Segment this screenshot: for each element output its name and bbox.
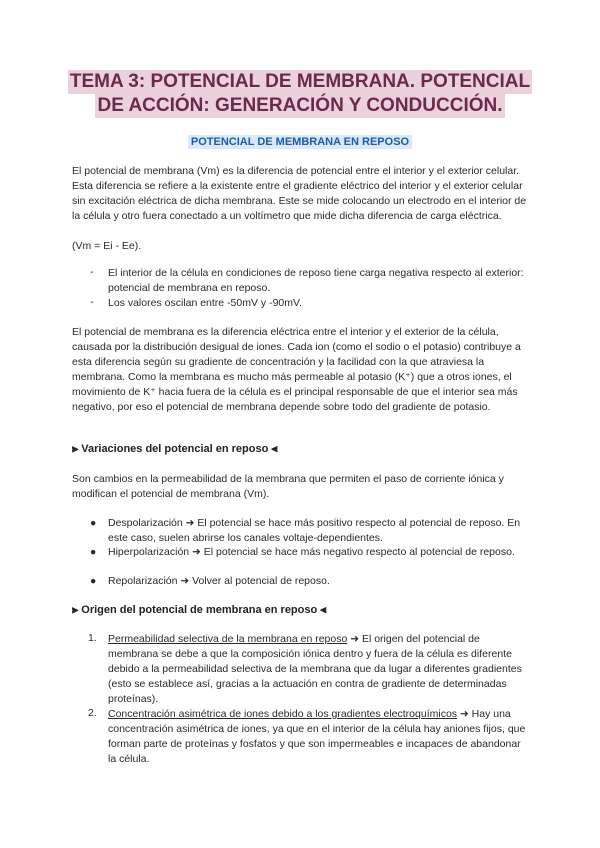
dash-item: Los valores oscilan entre -50mV y -90mV. [108, 297, 302, 309]
heading-origen: ⫸ Origen del potencial de membrana en reposo ⫷ [72, 604, 327, 616]
numbered-item-text: ➜ El origen del potencial de membrana se debe a que la composición iónica dentro y fuera de la célula es diferente debido a la permeabilidad selectiva de la membrana que da lugar a diferentes gradientes (esto se establece así, gracias a la actuación en contra de gradiente de determinadas proteínas). [108, 633, 522, 705]
dash-item: El interior de la célula en condiciones de reposo tiene carga negativa respecto al exterior: potencial de membrana en reposo. [108, 267, 524, 294]
numbered-item-text: ➜ Hay una concentración asimétrica de iones, ya que en el interior de la célula hay aniones fijos, que forman parte de proteínas y fosfatos y que son impermeables e incapaces de abandonar la célula. [108, 708, 526, 765]
section-subtitle-text: POTENCIAL DE MEMBRANA EN REPOSO [188, 135, 412, 149]
title-line-1: TEMA 3: POTENCIAL DE MEMBRANA. POTENCIAL [69, 71, 531, 92]
bullet-item: Hiperpolarización ➜ El potencial se hace más negativo respecto al potencial de reposo. [108, 546, 515, 558]
bullet-dot: ● [90, 546, 97, 558]
formula-text: (Vm = Ei - Ee). [72, 240, 142, 252]
title-line-2: DE ACCIÓN: GENERACIÓN Y CONDUCCIÓN. [97, 95, 503, 116]
numbered-item [108, 707, 528, 767]
numbered-item [108, 632, 528, 707]
numbered-item-term: Permeabilidad selectiva de la membrana en reposo [108, 633, 348, 645]
numbered-item-term: Concentración asimétrica de iones debido a los gradientes electroquímicos [108, 708, 458, 720]
bullet-item: Despolarización ➜ El potencial se hace más positivo respecto al potencial de reposo. En este caso, suelen abrirse los canales voltaje-dependientes. [108, 517, 521, 544]
heading-variaciones: ⫸ Variaciones del potencial en reposo ⫷ [72, 443, 278, 455]
intro-paragraph: El potencial de membrana (Vm) es la diferencia de potencial entre el interior y el exterior celular. Esta diferencia se refiere a la existente entre el gradiente eléctrico del interior y el exterior celular sin excitación eléctrica de dicha membrana. Este se mide colocando un electrodo en el interior de la célula y otro fuera conectado a un voltímetro que mide dicha diferencia de carga eléctrica. [72, 165, 527, 222]
bullet-item: Repolarización ➜ Volver al potencial de reposo. [108, 575, 330, 587]
paragraph-3: Son cambios en la permeabilidad de la membrana que permiten el paso de corriente iónica y modifican el potencial de membrana (Vm). [72, 473, 504, 500]
page-title [60, 70, 540, 118]
list-number: 2. [88, 707, 97, 719]
bullet-dot: ● [90, 517, 97, 529]
dash-marker: - [90, 266, 94, 278]
section-subtitle [0, 136, 600, 148]
bullet-dot: ● [90, 575, 97, 587]
paragraph-2: El potencial de membrana es la diferencia eléctrica entre el interior y el exterior de la célula, causada por la distribución desigual de iones. Cada ion (como el sodio o el potasio) contribuye a esta diferencia según su gradiente de concentración y la facilidad con la que atraviesa la membrana. Como la membrana es mucho más permeable al potasio (K⁺) que a otros iones, el movimiento de K⁺ hacia fuera de la célula es el principal responsable de que el interior sea más negativo, por eso el potencial de membrana depende sobre todo del gradiente de potasio. [72, 326, 521, 413]
list-number: 1. [88, 632, 97, 644]
dash-marker: - [90, 296, 94, 308]
